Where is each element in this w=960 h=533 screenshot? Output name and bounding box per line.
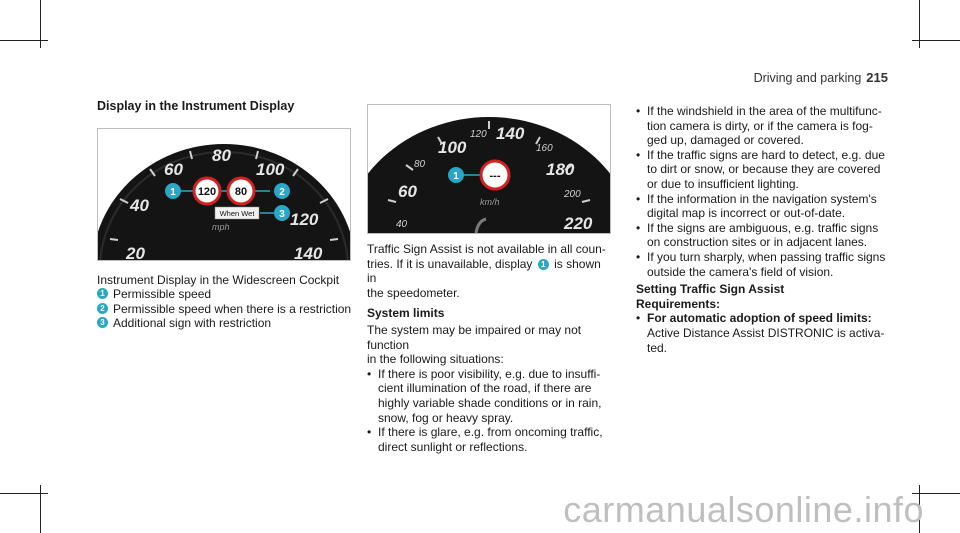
sign-value: 120 bbox=[197, 185, 217, 198]
callout-marker: 1 bbox=[97, 288, 108, 299]
speed-label: 200 bbox=[564, 189, 581, 200]
requirements-label: Requirements: bbox=[636, 296, 721, 311]
text-line: The system may be impaired or may not function bbox=[367, 322, 582, 352]
speed-label: 60 bbox=[164, 159, 183, 179]
text-line: tries. If it is unavailable, display 1 is shown in bbox=[367, 256, 601, 286]
legend-text: Permissible speed bbox=[113, 287, 212, 302]
list-item: • For automatic adoption of speed limits: Active Distance Assist DISTRONIC is activa- ted. bbox=[636, 311, 898, 355]
speed-label: 80 bbox=[414, 159, 426, 170]
figure-caption: Instrument Display in the Widescreen Cockpit bbox=[97, 272, 340, 287]
speed-label: 20 bbox=[126, 243, 145, 260]
page-number: 215 bbox=[866, 70, 888, 85]
list-item: • If there is glare, e.g. from oncoming traffic, direct sunlight or reflections. bbox=[367, 425, 609, 454]
legend-item bbox=[97, 316, 353, 331]
sign-value: --- bbox=[489, 170, 501, 182]
speed-label: 40 bbox=[396, 219, 408, 230]
callout-marker: 2 bbox=[97, 303, 108, 314]
running-header bbox=[754, 70, 888, 85]
speed-label: 140 bbox=[496, 124, 525, 143]
bullet-list bbox=[367, 367, 609, 455]
subheading: Setting Traffic Sign Assist bbox=[636, 282, 785, 297]
legend-item bbox=[97, 302, 353, 317]
list-item: • If the information in the navigation system's digital map is incorrect or out-of-date. bbox=[636, 192, 898, 221]
list-item: • If the windshield in the area of the multifunc- tion camera is dirty, or if the camera is fog- ged up, damaged or covered. bbox=[636, 104, 898, 148]
crop-mark bbox=[0, 493, 48, 494]
speedometer-mph-illustration bbox=[98, 129, 350, 260]
speed-label: 100 bbox=[256, 159, 285, 179]
bullet-list bbox=[636, 311, 898, 355]
speed-label: 120 bbox=[290, 209, 319, 229]
speed-label: 180 bbox=[546, 160, 575, 179]
speed-label: 160 bbox=[536, 143, 553, 154]
plate-text: When Wet bbox=[219, 208, 255, 218]
legend-item bbox=[97, 287, 353, 302]
speed-label: 40 bbox=[130, 195, 149, 215]
section-heading: Display in the Instrument Display bbox=[97, 99, 295, 113]
speed-label: 100 bbox=[438, 138, 467, 157]
callout-marker: 3 bbox=[97, 317, 108, 328]
text-line: the speedometer. bbox=[367, 285, 460, 300]
list-item: • If the signs are ambiguous, e.g. traffic signs on construction sites or in adjacent lanes. bbox=[636, 221, 898, 250]
callout-number: 1 bbox=[453, 171, 459, 182]
list-item: • If the traffic signs are hard to detect, e.g. due to dirt or snow, or because they are covered or due to insufficient lighting. bbox=[636, 148, 898, 192]
list-item: • If you turn sharply, when passing traffic signs outside the camera's field of vision. bbox=[636, 250, 898, 279]
figure-speedometer-kmh bbox=[367, 104, 611, 234]
speed-label: 80 bbox=[212, 145, 231, 165]
callout-number: 2 bbox=[279, 186, 285, 198]
text-line: in the following situations: bbox=[367, 352, 504, 367]
speed-label: 120 bbox=[470, 129, 487, 140]
speed-label: 140 bbox=[294, 243, 323, 260]
crop-mark bbox=[912, 40, 960, 41]
callout-number: 3 bbox=[279, 208, 285, 220]
figure-instrument-display bbox=[97, 128, 351, 261]
column-3 bbox=[636, 104, 898, 355]
bullet-list bbox=[636, 104, 898, 279]
sign-value: 80 bbox=[234, 185, 248, 198]
crop-mark bbox=[0, 40, 48, 41]
speed-label: 60 bbox=[398, 182, 417, 201]
legend-text: Permissible speed when there is a restriction bbox=[113, 301, 352, 316]
unit-label: km/h bbox=[480, 197, 500, 207]
column-2 bbox=[367, 104, 609, 454]
text-line: Traffic Sign Assist is not available in all coun- bbox=[367, 242, 606, 256]
callout-number: 1 bbox=[170, 186, 176, 198]
column-1 bbox=[97, 99, 353, 331]
speed-label: 220 bbox=[564, 214, 593, 233]
callout-marker: 1 bbox=[538, 259, 549, 270]
intro-paragraph bbox=[367, 242, 609, 300]
legend-text: Additional sign with restriction bbox=[113, 316, 272, 331]
watermark: carmanualsonline.info bbox=[563, 489, 924, 530]
list-item: • If there is poor visibility, e.g. due to insuffi- cient illumination of the road, if there are highly variable shade conditions or in rain, snow, fog or heavy spray. bbox=[367, 367, 609, 425]
speedometer-kmh-illustration bbox=[368, 105, 610, 233]
subheading: System limits bbox=[367, 306, 445, 321]
section-title: Driving and parking bbox=[753, 71, 862, 85]
unit-label: mph bbox=[212, 221, 230, 232]
